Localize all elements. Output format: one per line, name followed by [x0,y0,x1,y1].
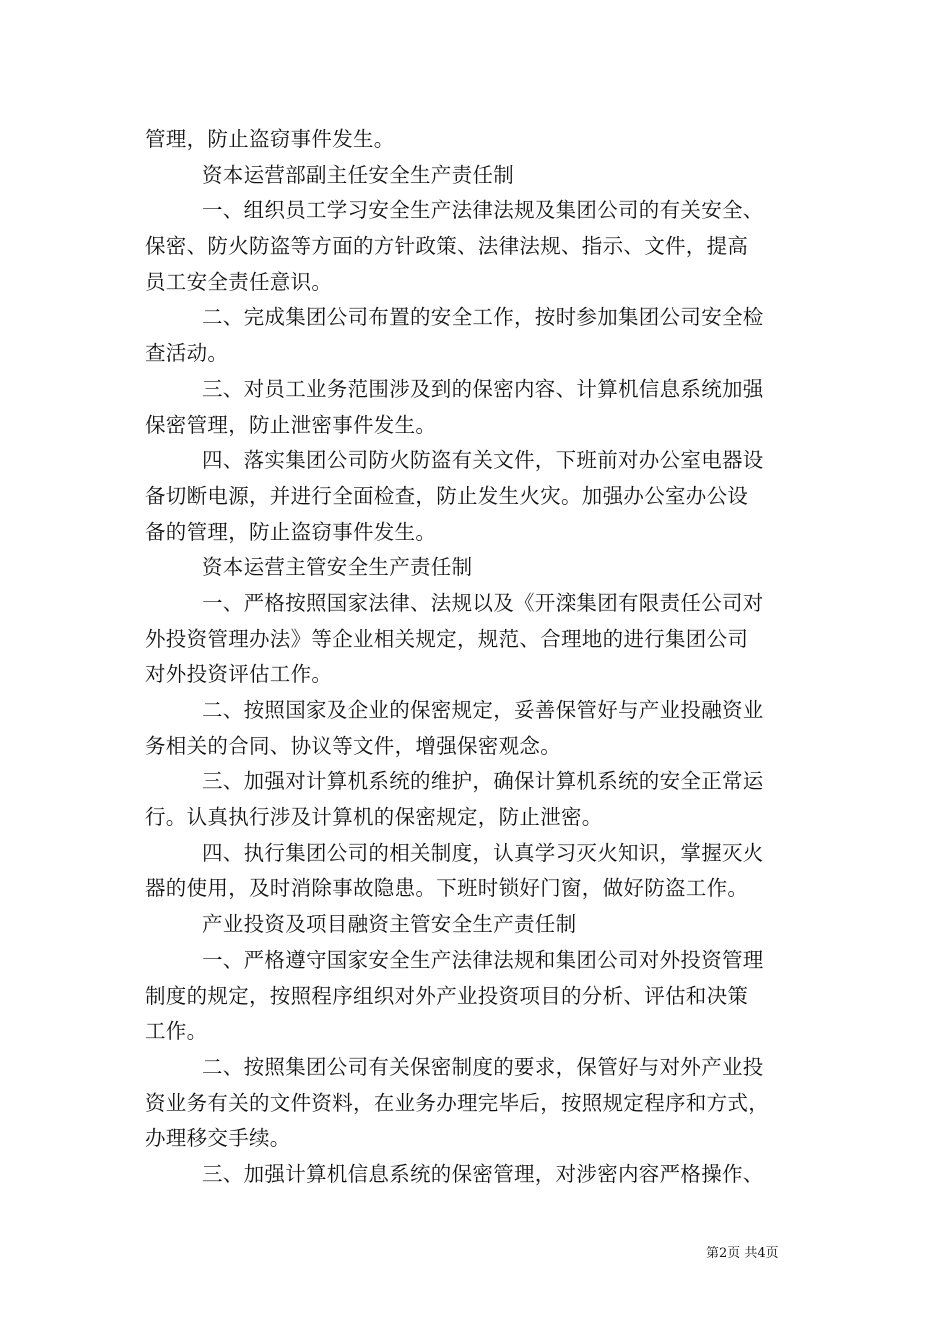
text-line: 资本运营主管安全生产责任制 [202,555,473,580]
text-line: 制度的规定，按照程序组织对外产业投资项目的分析、评估和决策 [145,983,749,1008]
text-line: 外投资管理办法》等企业相关规定，规范、合理地的进行集团公司 [145,626,749,651]
text-line: 资本运营部副主任安全生产责任制 [202,162,514,187]
text-line: 产业投资及项目融资主管安全生产责任制 [202,912,577,937]
text-line: 务相关的合同、协议等文件，增强保密观念。 [145,733,561,758]
text-line: 办理移交手续。 [145,1126,291,1151]
text-line: 三、加强对计算机系统的维护，确保计算机系统的安全正常运 [202,769,764,794]
text-line: 二、按照国家及企业的保密规定，妥善保管好与产业投融资业 [202,698,764,722]
text-line: 一、严格遵守国家安全生产法律法规和集团公司对外投资管理 [202,947,764,972]
text-line: 二、完成集团公司布置的安全工作，按时参加集团公司安全检 [202,305,764,330]
text-line: 工作。 [145,1019,208,1044]
text-line: 一、组织员工学习安全生产法律法规及集团公司的有关安全、 [202,198,764,223]
text-line: 三、对员工业务范围涉及到的保密内容、计算机信息系统加强 [202,376,764,401]
text-line: 三、加强计算机信息系统的保密管理，对涉密内容严格操作、 [202,1161,764,1186]
text-line: 备的管理，防止盗窃事件发生。 [145,519,437,544]
text-line: 保密、防火防盗等方面的方针政策、法律法规、指示、文件，提高 [145,234,749,259]
text-line: 员工安全责任意识。 [145,269,333,294]
text-line: 备切断电源，并进行全面检查，防止发生火灾。加强办公室办公设 [145,483,749,508]
text-line: 行。认真执行涉及计算机的保密规定，防止泄密。 [145,805,603,830]
text-line: 器的使用，及时消除事故隐患。下班时锁好门窗，做好防盗工作。 [145,876,749,901]
text-line: 查活动。 [145,341,229,366]
page-number: 第2页 共4页 [706,1246,779,1261]
text-line: 管理，防止盗窃事件发生。 [145,127,395,151]
text-line: 保密管理，防止泄密事件发生。 [145,412,437,437]
text-line: 资业务有关的文件资料，在业务办理完毕后，按照规定程序和方式， [145,1090,769,1115]
text-line: 对外投资评估工作。 [145,662,333,687]
document-body [145,122,810,1193]
text-line: 四、执行集团公司的相关制度，认真学习灭火知识，掌握灭火 [202,840,764,865]
text-line: 一、严格按照国家法律、法规以及《开滦集团有限责任公司对 [202,590,764,615]
text-line: 二、按照集团公司有关保密制度的要求，保管好与对外产业投 [202,1054,764,1079]
text-line: 四、落实集团公司防火防盗有关文件，下班前对办公室电器设 [202,448,764,473]
